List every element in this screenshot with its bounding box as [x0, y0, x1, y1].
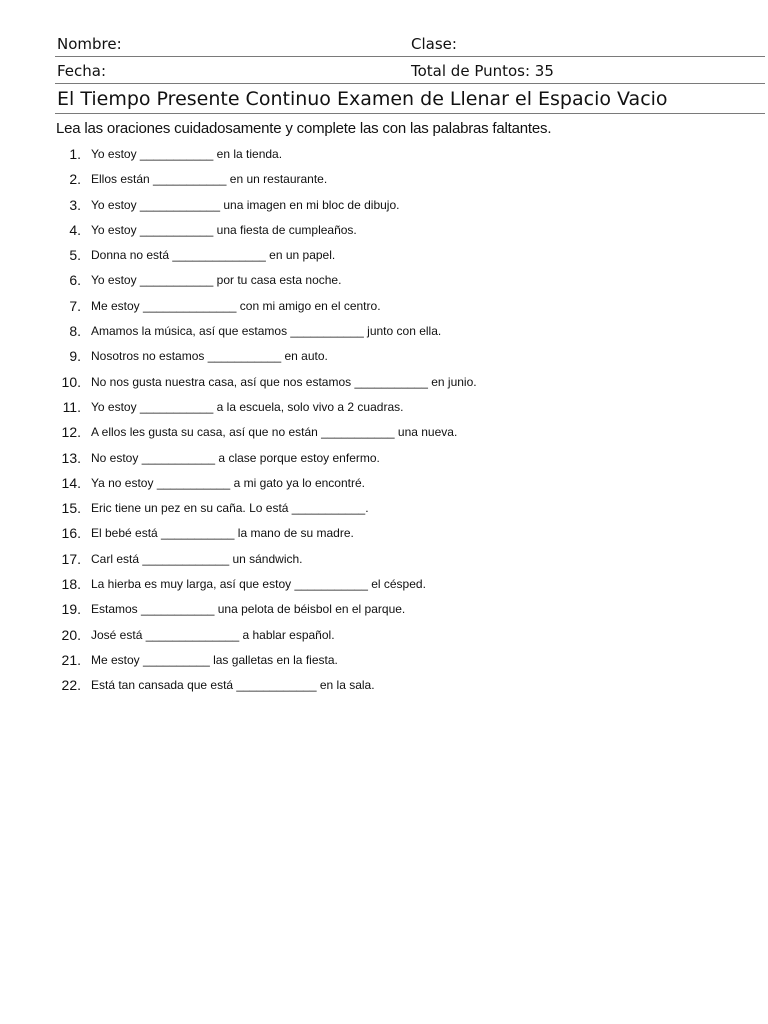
question-number: 17. [61, 550, 81, 567]
question-number: 6. [69, 272, 81, 289]
date-label: Fecha: [57, 62, 107, 80]
points-label: Total de Puntos: 35 [411, 62, 554, 80]
question-item [55, 448, 765, 473]
question-number: 8. [69, 323, 81, 340]
question-item [55, 195, 765, 220]
question-number: 13. [61, 449, 81, 466]
question-item [55, 650, 765, 675]
question-text: Yo estoy ___________ una fiesta de cumpleaños. [91, 222, 357, 237]
question-number: 5. [69, 247, 81, 264]
question-item [55, 498, 765, 523]
question-text: El bebé está ___________ la mano de su madre. [91, 526, 354, 541]
question-text: Amamos la música, así que estamos ___________ junto con ella. [91, 324, 442, 339]
question-text: Eric tiene un pez en su caña. Lo está ___________. [91, 501, 369, 516]
question-text: Estamos ___________ una pelota de béisbol en el parque. [91, 602, 406, 617]
question-item [55, 549, 765, 574]
question-number: 20. [61, 626, 81, 643]
question-item [55, 296, 765, 321]
question-item [55, 473, 765, 498]
class-label: Clase: [411, 35, 457, 53]
question-item [55, 245, 765, 270]
question-number: 18. [61, 576, 81, 593]
question-text: No estoy ___________ a clase porque estoy enfermo. [91, 450, 380, 465]
question-number: 16. [61, 525, 81, 542]
question-text: Ya no estoy ___________ a mi gato ya lo encontré. [91, 475, 365, 490]
question-number: 19. [61, 601, 81, 618]
question-item [55, 574, 765, 599]
question-number: 12. [61, 424, 81, 441]
question-text: Yo estoy ____________ una imagen en mi bloc de dibujo. [91, 197, 400, 212]
question-number: 7. [69, 297, 81, 314]
question-item [55, 270, 765, 295]
question-item [55, 144, 765, 169]
question-item [55, 220, 765, 245]
question-number: 10. [61, 373, 81, 390]
question-text: Está tan cansada que está ____________ en la sala. [91, 678, 375, 693]
question-number: 9. [69, 348, 81, 365]
question-number: 11. [62, 398, 81, 415]
question-text: Yo estoy ___________ por tu casa esta noche. [91, 273, 342, 288]
question-number: 22. [61, 677, 81, 694]
question-text: Yo estoy ___________ en la tienda. [91, 147, 283, 161]
question-text: Donna no está ______________ en un papel. [91, 248, 336, 263]
question-item [55, 675, 765, 700]
question-text: A ellos les gusta su casa, así que no están ___________ una nueva. [91, 425, 458, 440]
question-text: Carl está _____________ un sándwich. [91, 551, 303, 566]
question-item [55, 397, 765, 422]
question-list [55, 144, 765, 701]
question-item [55, 625, 765, 650]
question-text: Yo estoy ___________ a la escuela, solo vivo a 2 cuadras. [91, 399, 404, 414]
question-text: Me estoy __________ las galletas en la fiesta. [91, 652, 338, 667]
worksheet-title: El Tiempo Presente Continuo Examen de Llenar el Espacio Vacio [55, 84, 765, 114]
question-number: 21. [61, 651, 81, 668]
question-text: Nosotros no estamos ___________ en auto. [91, 349, 328, 364]
question-text: Ellos están ___________ en un restaurante. [91, 172, 328, 187]
question-number: 1. [69, 146, 81, 162]
question-text: La hierba es muy larga, así que estoy ___________ el césped. [91, 577, 426, 592]
question-text: José está ______________ a hablar español. [91, 627, 335, 642]
question-text: No nos gusta nuestra casa, así que nos estamos ___________ en junio. [91, 374, 477, 389]
name-label: Nombre: [57, 35, 122, 53]
question-item [55, 372, 765, 397]
question-number: 2. [69, 171, 81, 188]
header-row-name [55, 30, 765, 57]
question-item [55, 321, 765, 346]
question-item [55, 523, 765, 548]
question-item [55, 169, 765, 194]
worksheet [55, 0, 765, 701]
question-number: 15. [61, 500, 81, 517]
question-item [55, 346, 765, 371]
question-text: Me estoy ______________ con mi amigo en el centro. [91, 298, 381, 313]
question-number: 14. [61, 474, 81, 491]
question-number: 4. [69, 221, 81, 238]
question-number: 3. [69, 196, 81, 213]
header-row-date [55, 57, 765, 84]
question-item [55, 422, 765, 447]
instructions: Lea las oraciones cuidadosamente y complete las con las palabras faltantes. [56, 120, 552, 137]
question-item [55, 599, 765, 624]
